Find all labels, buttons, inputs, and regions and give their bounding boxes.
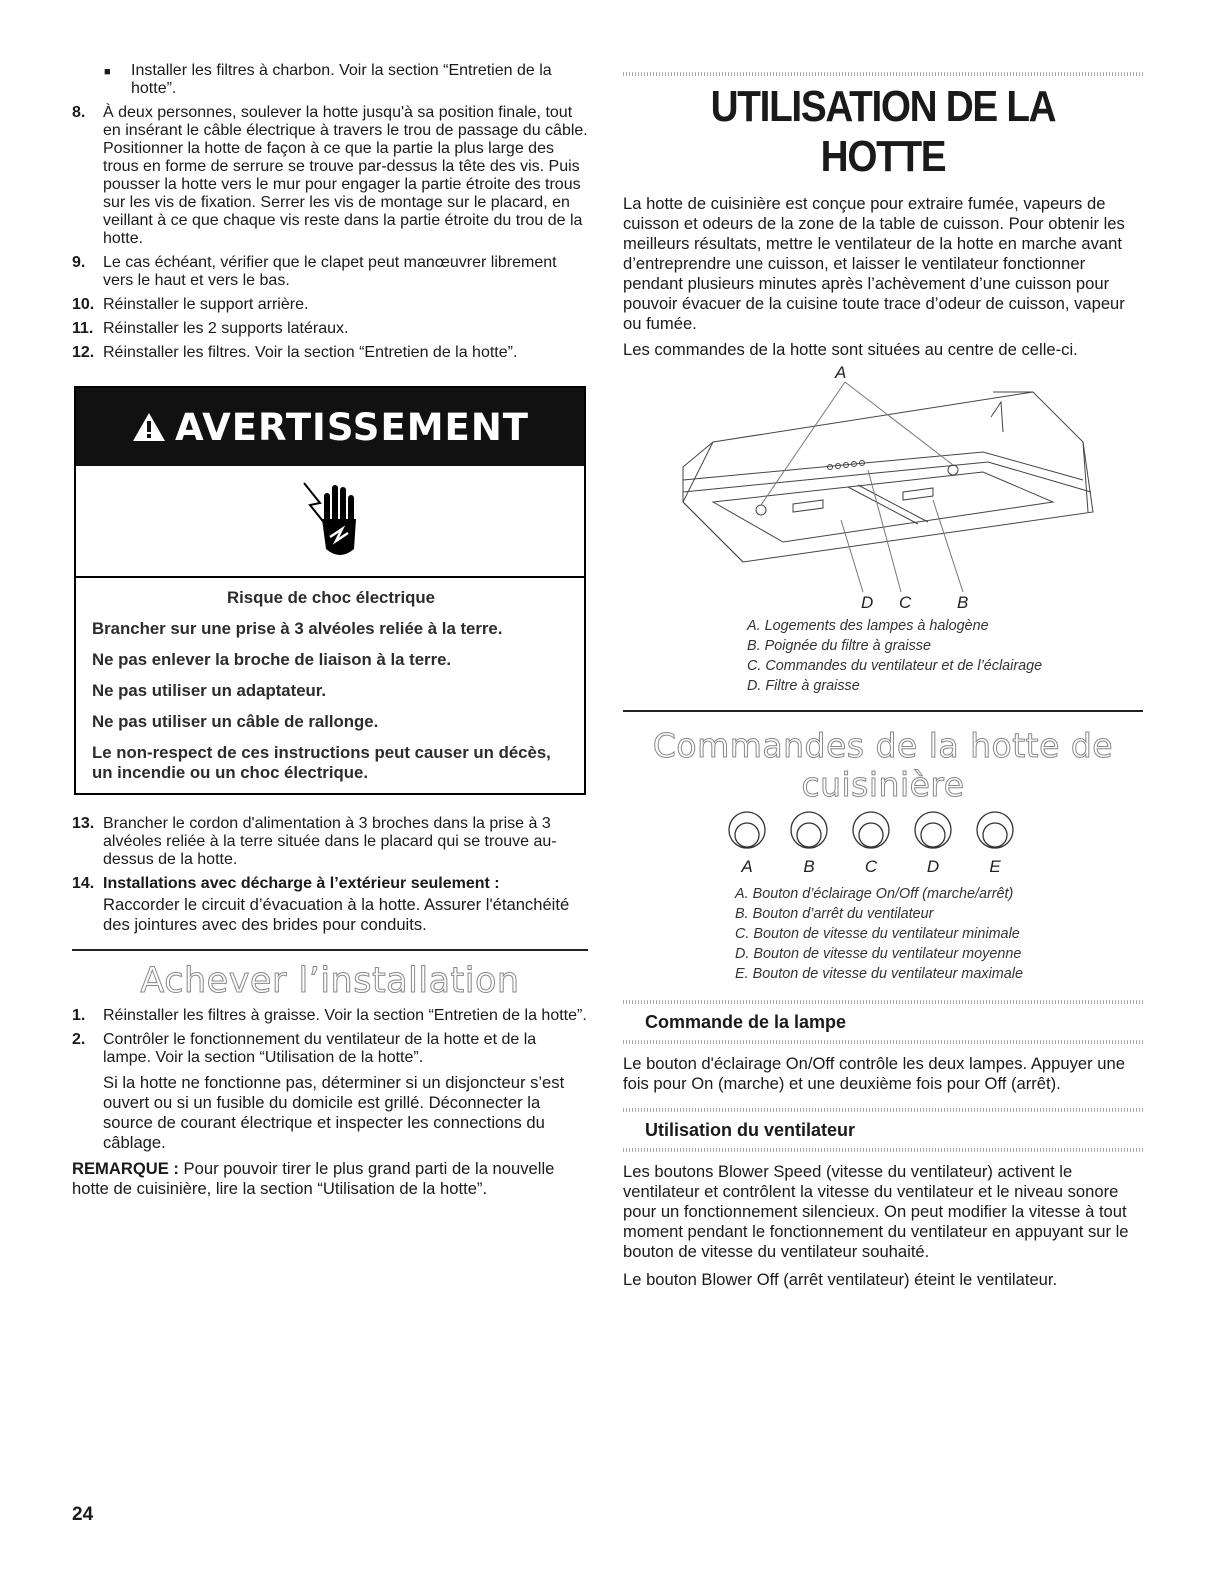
note: REMARQUE : Pour pouvoir tirer le plus grand parti de la nouvelle hotte de cuisinière, lire la section “Utilisation de la hotte”. xyxy=(72,1159,555,1198)
finish-steps xyxy=(72,1007,588,1067)
list-item: 11. Réinstaller les 2 supports latéraux. xyxy=(72,320,349,337)
hood-control-button[interactable] xyxy=(975,810,1015,877)
section-title-ventilateur: Utilisation du ventilateur xyxy=(645,1120,856,1140)
hood-control-button[interactable] xyxy=(851,810,891,877)
button-letter: A xyxy=(741,857,753,876)
diagram-caption: B. Poignée du filtre à graisse xyxy=(747,638,931,654)
round-button-icon xyxy=(851,810,891,852)
section-title-commandes: Commandes de la hotte de cuisinière xyxy=(652,726,1114,804)
hood-control-button[interactable] xyxy=(913,810,953,877)
warning-header xyxy=(76,388,584,466)
warning-triangle-icon xyxy=(131,411,167,443)
fan-off-text: Le bouton Blower Off (arrêt ventilateur) éteint le ventilateur. xyxy=(623,1270,1058,1289)
warning-box xyxy=(74,386,586,795)
hood-control-button[interactable] xyxy=(789,810,829,877)
warning-line: Brancher sur une prise à 3 alvéoles reliée à la terre. xyxy=(92,619,503,638)
right-column xyxy=(623,62,1143,1290)
diagram-caption: A. Logements des lampes à halogène xyxy=(747,618,989,634)
list-item: ■ Installer les filtres à charbon. Voir la section “Entretien de la hotte”. xyxy=(104,62,552,97)
list-item: 12. Réinstaller les filtres. Voir la section “Entretien de la hotte”. xyxy=(72,344,518,361)
button-caption: A. Bouton d’éclairage On/Off (marche/arrêt) xyxy=(735,886,1014,902)
button-caption: D. Bouton de vitesse du ventilateur moyenne xyxy=(735,946,1022,962)
section-title-lampe: Commande de la lampe xyxy=(645,1012,847,1032)
diagram-captions xyxy=(623,616,1143,696)
button-letter: C xyxy=(864,857,878,876)
button-caption: B. Bouton d’arrêt du ventilateur xyxy=(735,906,934,922)
button-captions xyxy=(623,884,1143,984)
warning-body xyxy=(76,578,584,793)
warning-title: AVERTISSEMENT xyxy=(174,405,530,449)
button-letter: E xyxy=(989,857,1001,876)
list-item: 13. Brancher le cordon d'alimentation à 3 broches dans la prise à 3 alvéoles reliée à la terre située dans le placard qui se trouve au-dessus de la hotte. xyxy=(72,815,557,868)
page-title: UTILISATION DE LA HOTTE xyxy=(710,82,1056,181)
control-buttons xyxy=(623,810,1143,878)
electric-shock-hand-icon xyxy=(300,479,360,563)
fan-text: Les boutons Blower Speed (vitesse du ventilateur) activent le ventilateur et contrôlent la vitesse du ventilateur et le niveau sonore pour un fonctionnement silencieux. On peut modifier la vitesse à tout moment pendant le fonctionnement du ventilateur en appuyant sur le bouton de vitesse du ventilateur souhaité. xyxy=(623,1162,1129,1261)
warning-line: Ne pas utiliser un câble de rallonge. xyxy=(92,712,379,731)
round-button-icon xyxy=(975,810,1015,852)
list-item: 8. À deux personnes, soulever la hotte jusqu'à sa position finale, tout en insérant le câble électrique à travers le trou de passage du câble. Positionner la hotte de façon à ce que la partie la plus large des trous en forme de serrure se trouve par-dessus la tête des vis. Puis pousser la hotte vers le mur pour engager la partie étroite des trous sur les vis de fixation. Serrer les vis de montage sur le placard, en veillant à ce que chaque vis reste dans la partie étroite du trou de la hotte. xyxy=(72,104,588,247)
list-item: 10. Réinstaller le support arrière. xyxy=(72,296,309,313)
warning-icon-row xyxy=(76,466,584,578)
hatch-rule xyxy=(623,1040,1143,1044)
section-title-achever: Achever l’installation xyxy=(140,961,520,1001)
diagram-caption: C. Commandes du ventilateur et de l’éclairage xyxy=(747,658,1043,674)
hood-diagram xyxy=(623,362,1143,612)
diagram-label-b: B xyxy=(957,593,969,612)
button-letter: B xyxy=(803,857,815,876)
lamp-text: Le bouton d'éclairage On/Off contrôle les deux lampes. Appuyer une fois pour On (marche) et une deuxième fois pour Off (arrêt). xyxy=(623,1054,1125,1093)
hood-control-button[interactable] xyxy=(727,810,767,877)
intro-paragraph: La hotte de cuisinière est conçue pour extraire fumée, vapeurs de cuisson et odeurs de la zone de la table de cuisson. Pour obtenir les meilleurs résultats, mettre le ventilateur de la hotte en marche avant d’entreprendre une cuisson, et laisser le ventilateur fonctionner pendant plusieurs minutes après l’achèvement d’une cuisson pour pouvoir évacuer de la cuisine toute trace d’odeur de cuisson, vapeur ou fumée. xyxy=(623,194,1125,333)
diagram-label-a: A xyxy=(835,363,847,382)
list-item: 9. Le cas échéant, vérifier que le clapet peut manœuvrer librement vers le haut et vers le bas. xyxy=(72,254,557,289)
hatch-rule xyxy=(623,72,1143,76)
divider xyxy=(72,949,588,951)
button-letter: D xyxy=(926,857,940,876)
round-button-icon xyxy=(789,810,829,852)
page-number: 24 xyxy=(72,1504,94,1525)
list-item: 1. Réinstaller les filtres à graisse. Voir la section “Entretien de la hotte”. xyxy=(72,1007,587,1024)
diagram-caption: D. Filtre à graisse xyxy=(747,678,860,694)
controls-location: Les commandes de la hotte sont situées au centre de celle-ci. xyxy=(623,340,1078,359)
install-steps xyxy=(72,104,588,362)
hatch-rule xyxy=(623,1148,1143,1152)
diagram-label-c: C xyxy=(899,593,912,612)
left-column xyxy=(72,62,588,1199)
warning-line: Ne pas enlever la broche de liaison à la terre. xyxy=(92,650,452,669)
step-14-text: Raccorder le circuit d’évacuation à la hotte. Assurer l'étanchéité des jointures avec des brides pour conduits. xyxy=(103,895,570,934)
diagram-label-d: D xyxy=(861,593,874,612)
divider xyxy=(623,710,1143,712)
round-button-icon xyxy=(913,810,953,852)
button-caption: C. Bouton de vitesse du ventilateur minimale xyxy=(735,926,1020,942)
warning-line: Ne pas utiliser un adaptateur. xyxy=(92,681,327,700)
button-caption: E. Bouton de vitesse du ventilateur maximale xyxy=(735,966,1023,982)
warning-line: Risque de choc électrique xyxy=(227,588,435,607)
finish-sub-text: Si la hotte ne fonctionne pas, déterminer si un disjoncteur s’est ouvert ou si un fusible du domicile est grillé. Déconnecter la source de courant électrique et inspecter les connections du câblage. xyxy=(103,1073,565,1152)
list-item: 14. Installations avec décharge à l’extérieur seulement : xyxy=(72,875,500,892)
list-item: 2. Contrôler le fonctionnement du ventilateur de la hotte et de la lampe. Voir la section “Utilisation de la hotte”. xyxy=(72,1031,537,1066)
warning-line: Le non-respect de ces instructions peut causer un décès, un incendie ou un choc électrique. xyxy=(92,743,551,782)
bullet-icon: ■ xyxy=(104,66,111,78)
round-button-icon xyxy=(727,810,767,852)
